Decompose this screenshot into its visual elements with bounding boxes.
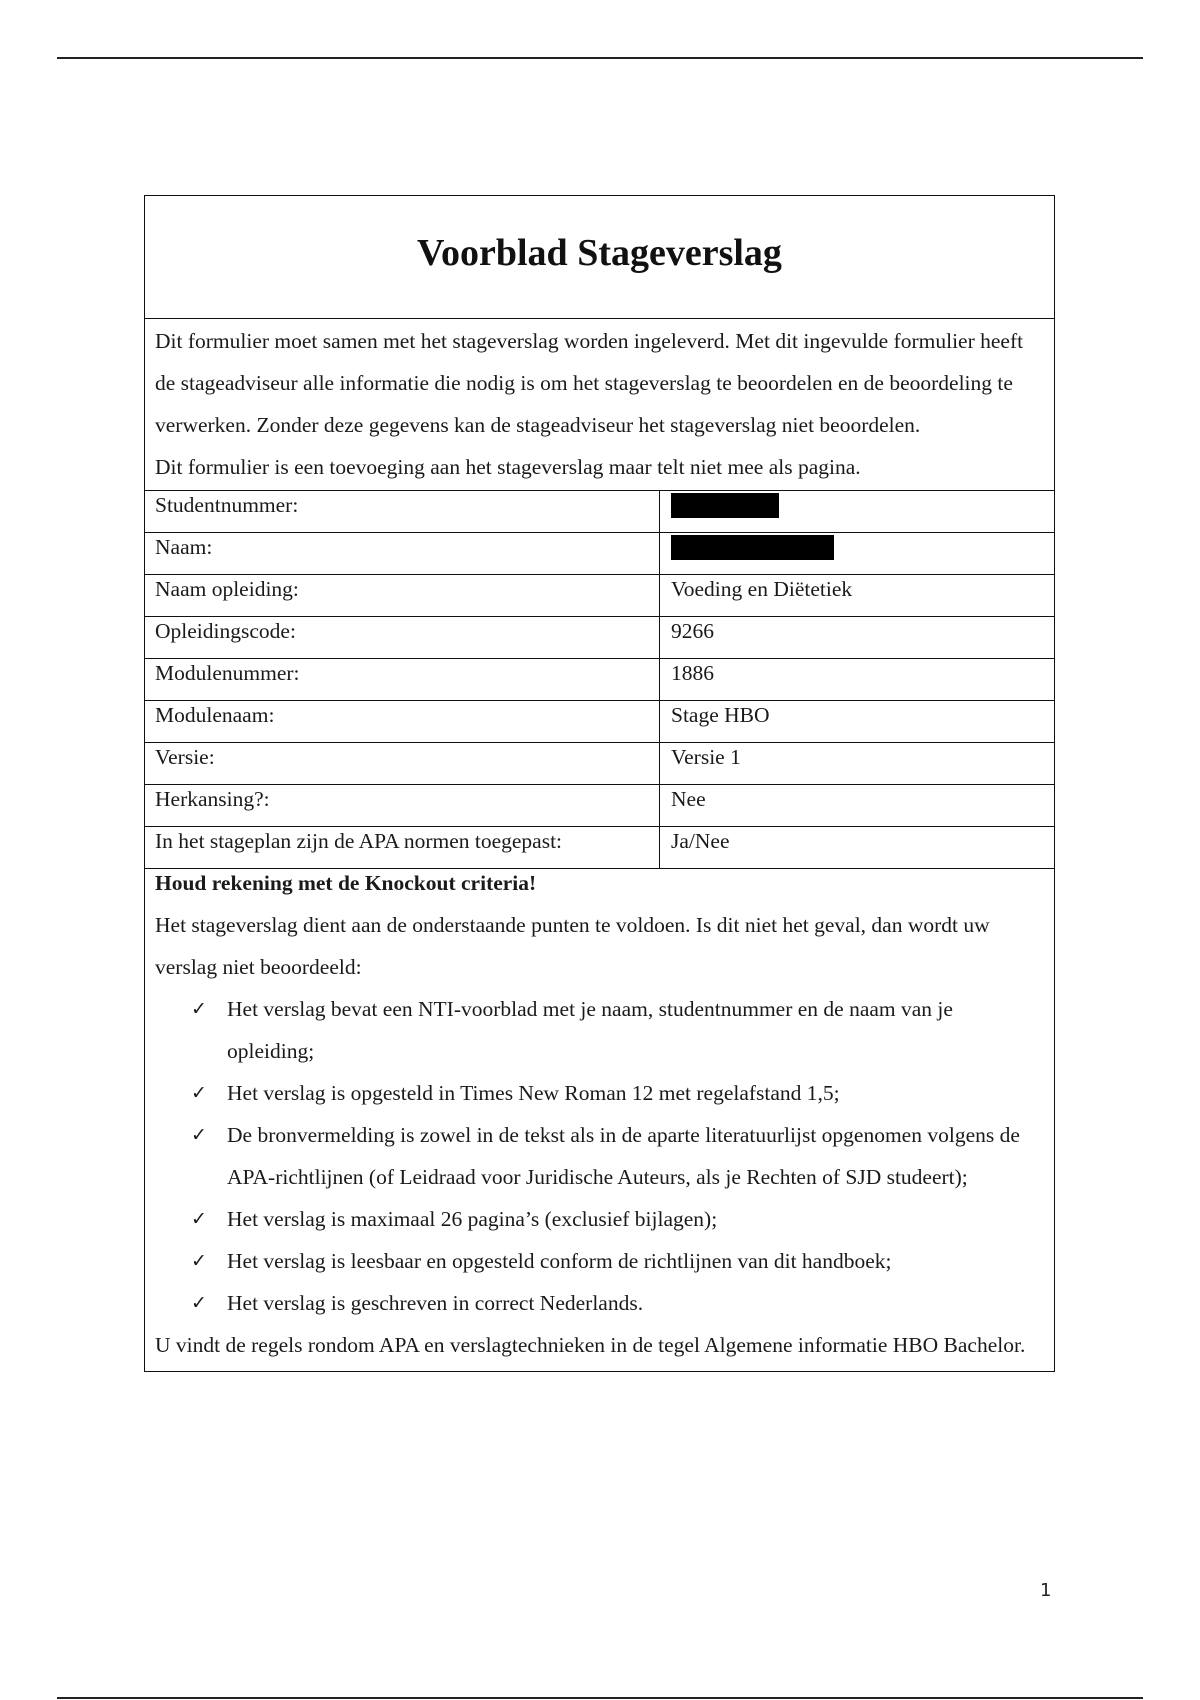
field-row-opleidingscode <box>145 617 1054 659</box>
field-value: Versie 1 <box>671 745 741 769</box>
checkmark-icon: ✓ <box>191 1250 207 1272</box>
field-label: Studentnummer: <box>145 491 660 532</box>
checkmark-icon: ✓ <box>191 1082 207 1104</box>
list-item <box>191 1240 1044 1282</box>
field-row-naam <box>145 533 1054 575</box>
field-value: Stage HBO <box>671 703 770 727</box>
field-value: Voeding en Diëtetiek <box>671 577 853 601</box>
list-item <box>191 1198 1044 1240</box>
field-label: Naam opleiding: <box>145 575 660 616</box>
cover-sheet-form <box>144 195 1055 1372</box>
intro-note: Dit formulier is een toevoeging aan het stageverslag maar telt niet mee als pagina. <box>155 455 861 479</box>
field-row-modulenaam <box>145 701 1054 743</box>
list-item <box>191 1072 1044 1114</box>
field-label: In het stageplan zijn de APA normen toegepast: <box>145 827 660 868</box>
field-label: Modulenaam: <box>145 701 660 742</box>
redacted-block <box>671 493 779 518</box>
title-cell <box>145 196 1054 319</box>
criteria-item-text: Het verslag is leesbaar en opgesteld conform de richtlijnen van dit handboek; <box>227 1249 892 1273</box>
field-row-apa-normen <box>145 827 1054 869</box>
field-value: 9266 <box>671 619 714 643</box>
checkmark-icon: ✓ <box>191 1208 207 1230</box>
criteria-item-text: Het verslag is maximaal 26 pagina’s (exclusief bijlagen); <box>227 1207 718 1231</box>
page-number: 1 <box>1040 1580 1052 1601</box>
criteria-list <box>155 988 1044 1324</box>
field-label: Herkansing?: <box>145 785 660 826</box>
knockout-criteria-section <box>145 869 1054 1371</box>
intro-paragraph: Dit formulier moet samen met het stageverslag worden ingeleverd. Met dit ingevulde formulier heeft de stageadviseur alle informatie die nodig is om het stageverslag te beoordelen en de beoordeling te verwerken. Zonder deze gegevens kan de stageadviseur het stageverslag niet beoordelen. <box>155 329 1024 437</box>
criteria-item-text: Het verslag is geschreven in correct Nederlands. <box>227 1291 644 1315</box>
list-item <box>191 988 1044 1072</box>
field-row-versie <box>145 743 1054 785</box>
criteria-heading: Houd rekening met de Knockout criteria! <box>155 871 537 895</box>
field-row-naam-opleiding <box>145 575 1054 617</box>
field-value-studentnummer <box>660 491 1054 532</box>
checkmark-icon: ✓ <box>191 1124 207 1146</box>
footer-rule <box>57 1697 1143 1699</box>
field-label: Naam: <box>145 533 660 574</box>
field-row-herkansing <box>145 785 1054 827</box>
page-title: Voorblad Stageverslag <box>417 232 782 274</box>
checkmark-icon: ✓ <box>191 1292 207 1314</box>
field-row-modulenummer <box>145 659 1054 701</box>
criteria-item-text: Het verslag is opgesteld in Times New Roman 12 met regelafstand 1,5; <box>227 1081 840 1105</box>
criteria-item-text: Het verslag bevat een NTI-voorblad met je naam, studentnummer en de naam van je opleiding; <box>227 997 953 1063</box>
criteria-intro: Het stageverslag dient aan de onderstaande punten te voldoen. Is dit niet het geval, dan wordt uw verslag niet beoordeeld: <box>155 913 990 979</box>
header-rule <box>57 57 1143 59</box>
field-value: 1886 <box>671 661 714 685</box>
list-item <box>191 1114 1044 1198</box>
field-value-naam <box>660 533 1054 574</box>
field-value: Nee <box>671 787 706 811</box>
field-row-studentnummer <box>145 491 1054 533</box>
checkmark-icon: ✓ <box>191 998 207 1020</box>
list-item <box>191 1282 1044 1324</box>
criteria-item-text: De bronvermelding is zowel in de tekst als in de aparte literatuurlijst opgenomen volgens de APA-richtlijnen (of Leidraad voor Juridische Auteurs, als je Rechten of SJD studeert); <box>227 1123 1020 1189</box>
field-value: Ja/Nee <box>671 829 730 853</box>
intro-section <box>145 319 1054 491</box>
criteria-footer: U vindt de regels rondom APA en verslagtechnieken in de tegel Algemene informatie HBO Bachelor. <box>155 1333 1026 1357</box>
field-label: Versie: <box>145 743 660 784</box>
field-label: Modulenummer: <box>145 659 660 700</box>
redacted-block <box>671 535 834 560</box>
field-label: Opleidingscode: <box>145 617 660 658</box>
